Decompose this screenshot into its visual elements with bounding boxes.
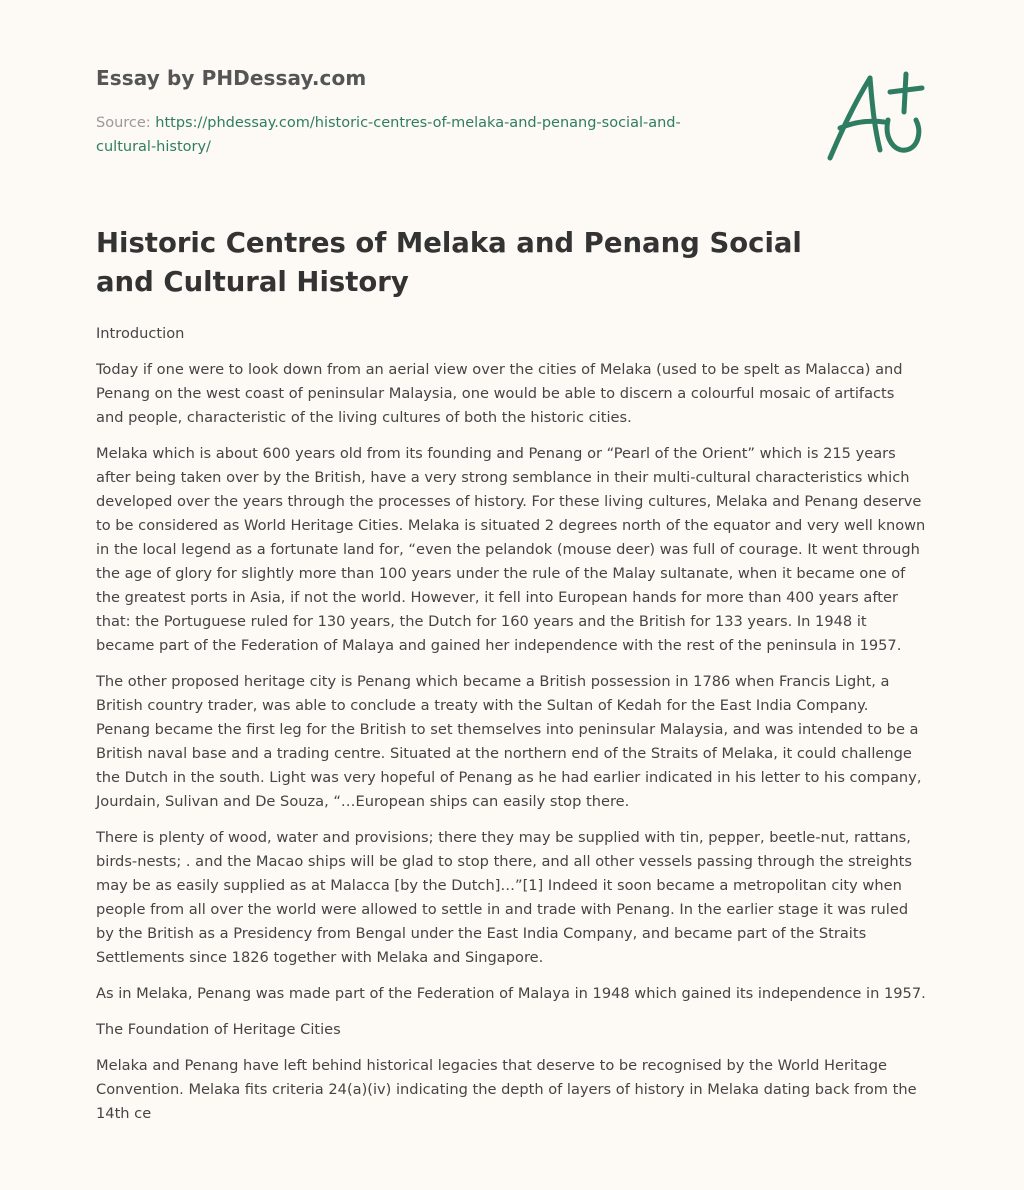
paragraph: There is plenty of wood, water and provisions; there they may be supplied with tin, pepper, beetle-nut, rattans, birds-nests; . and the Macao ships will be glad to stop there, and all other vessels passing through the streights may be as easily supplied as at Malacca [by the Dutch]…”[1] Indeed it soon became a metropolitan city when people from all over the world were allowed to settle in and trade with Penang. In the earlier stage it was ruled by the British as a Presidency from Bengal under the East India Company, and became part of the Straits Settlements since 1826 together with Melaka and Singapore. bbox=[96, 829, 912, 966]
essay-title: Historic Centres of Melaka and Penang Social and Cultural History bbox=[96, 227, 802, 298]
source-line bbox=[96, 111, 736, 159]
paragraph: The other proposed heritage city is Penang which became a British possession in 1786 when Francis Light, a British country trader, was able to conclude a treaty with the Sultan of Kedah for the East India Company. Penang became the first leg for the British to set themselves into peninsular Malaysia, and was intended to be a British naval base and a trading centre. Situated at the northern end of the Straits of Melaka, it could challenge the Dutch in the south. Light was very hopeful of Penang as he had earlier indicated in his letter to his company, Jourdain, Sulivan and De Souza, “…European ships can easily stop there. bbox=[96, 673, 922, 810]
essay-body bbox=[96, 322, 926, 1138]
section-heading-foundation: The Foundation of Heritage Cities bbox=[96, 1021, 341, 1038]
site-brand: Essay by PHDessay.com bbox=[96, 66, 367, 90]
source-link[interactable]: https://phdessay.com/historic-centres-of-melaka-and-penang-social-and-cultural-history/ bbox=[96, 115, 681, 155]
paragraph: As in Melaka, Penang was made part of the Federation of Malaya in 1948 which gained its independence in 1957. bbox=[96, 985, 926, 1002]
paragraph: Melaka which is about 600 years old from its founding and Penang or “Pearl of the Orient” which is 215 years after being taken over by the British, have a very strong semblance in their multi-cultural characteristics which developed over the years through the processes of history. For these living cultures, Melaka and Penang deserve to be considered as World Heritage Cities. Melaka is situated 2 degrees north of the equator and very well known in the local legend as a fortunate land for, “even the pelandok (mouse deer) was full of courage. It went through the age of glory for slightly more than 100 years under the rule of the Malay sultanate, when it became one of the greatest ports in Asia, if not the world. However, it fell into European hands for more than 400 years after that: the Portuguese ruled for 130 years, the Dutch for 160 years and the British for 133 years. In 1948 it became part of the Federation of Malaya and gained her independence with the rest of the peninsula in 1957. bbox=[96, 445, 926, 654]
paragraph: Today if one were to look down from an aerial view over the cities of Melaka (used to be spelt as Malacca) and Penang on the west coast of peninsular Malaysia, one would be able to discern a colourful mosaic of artifacts and people, characteristic of the living cultures of both the historic cities. bbox=[96, 361, 903, 426]
section-heading-introduction: Introduction bbox=[96, 325, 185, 342]
paragraph: Melaka and Penang have left behind historical legacies that deserve to be recognised by the World Heritage Convention. Melaka fits criteria 24(a)(iv) indicating the depth of layers of history in Melaka dating back from the 14th ce bbox=[96, 1057, 917, 1122]
source-label: Source: bbox=[96, 115, 156, 131]
a-plus-logo-icon bbox=[824, 66, 928, 166]
